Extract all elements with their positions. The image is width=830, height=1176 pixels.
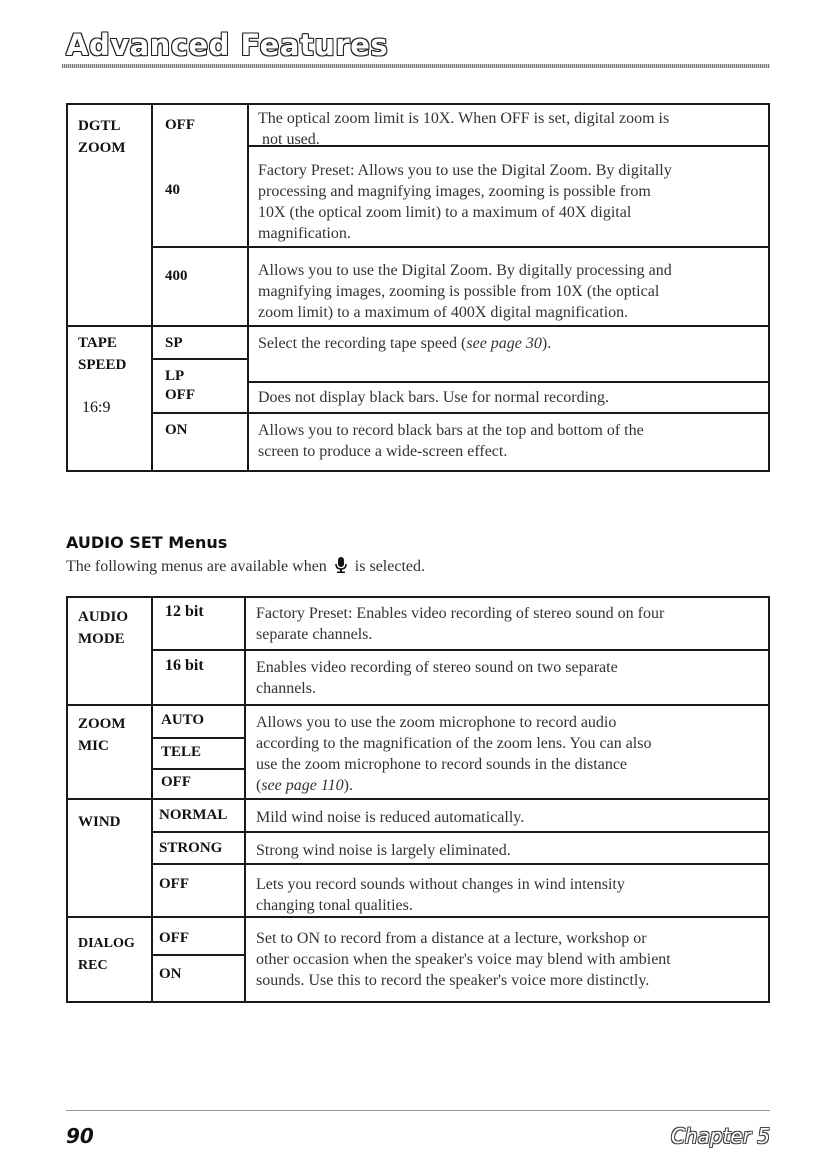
header-rule	[62, 64, 770, 68]
option-description: Does not display black bars. Use for normal recording.	[258, 389, 610, 406]
option-on: ON	[165, 422, 188, 438]
option-off: OFF	[159, 876, 189, 892]
audio-menu-table	[66, 596, 770, 1003]
menu-16-9: 16:9	[82, 399, 111, 416]
section-title: AUDIO SET Menus	[66, 533, 228, 552]
menu-zoom-mic: ZOOM MIC	[78, 716, 126, 754]
option-strong: STRONG	[159, 840, 223, 856]
option-description: Lets you record sounds without changes in wind intensity changing tonal qualities.	[256, 876, 625, 914]
option-description: Enables video recording of stereo sound on two separate channels.	[256, 659, 618, 697]
option-description: Factory Preset: Allows you to use the Digital Zoom. By digitally processing and magnifying images, zooming is possible from 10X (the optical zoom limit) to a maximum of 40X digital magnification.	[258, 162, 672, 242]
section-intro: The following menus are available when is selected.	[66, 557, 425, 578]
option-off: OFF	[161, 774, 191, 790]
option-on: ON	[159, 966, 182, 982]
option-description: Allows you to use the zoom microphone to record audio according to the magnification of the zoom lens. You can also use the zoom microphone to record sounds in the distance	[256, 714, 652, 773]
menu-audio-mode: AUDIO MODE	[78, 609, 129, 647]
page-title: Advanced Features	[66, 28, 389, 62]
footer-rule	[66, 1110, 770, 1111]
microphone-icon	[335, 557, 347, 578]
option-description: Set to ON to record from a distance at a lecture, workshop or other occasion when the speaker's voice may blend with ambient sounds. Use this to record the speaker's voice more distinctly.	[256, 930, 671, 989]
option-description: Select the recording tape speed (see page 30).	[258, 335, 552, 352]
option-description: The optical zoom limit is 10X. When OFF is set, digital zoom is not used.	[258, 110, 670, 148]
option-16-bit: 16 bit	[165, 657, 204, 674]
chapter-label: Chapter 5	[670, 1124, 770, 1148]
option-normal: NORMAL	[159, 807, 228, 823]
camera-menu-table	[66, 103, 770, 472]
menu-dialog-rec: DIALOG REC	[78, 936, 135, 973]
menu-tape-speed: TAPE SPEED	[78, 335, 127, 373]
menu-wind: WIND	[78, 814, 121, 830]
option-description: Allows you to record black bars at the top and bottom of the screen to produce a wide-screen effect.	[258, 422, 644, 460]
option-12-bit: 12 bit	[165, 603, 204, 620]
page-number: 90	[66, 1124, 94, 1148]
menu-dgtl-zoom: DGTL ZOOM	[78, 118, 126, 156]
option-off: OFF	[159, 930, 189, 946]
option-sp: SP	[165, 335, 183, 351]
option-description: Allows you to use the Digital Zoom. By digitally processing and magnifying images, zooming is possible from 10X (the optical zoom limit) to a maximum of 400X digital magnification.	[258, 262, 672, 321]
option-description: Factory Preset: Enables video recording of stereo sound on four separate channels.	[256, 605, 665, 643]
option-off: OFF	[165, 117, 195, 133]
option-lp: LP	[165, 368, 185, 384]
option-description: Strong wind noise is largely eliminated.	[256, 842, 511, 859]
option-40: 40	[165, 182, 180, 198]
option-description: Mild wind noise is reduced automatically.	[256, 809, 525, 826]
option-page-reference: (see page 110).	[256, 777, 353, 794]
option-off: OFF	[165, 387, 195, 403]
option-400: 400	[165, 268, 188, 284]
option-auto: AUTO	[161, 712, 205, 728]
option-tele: TELE	[161, 744, 202, 760]
